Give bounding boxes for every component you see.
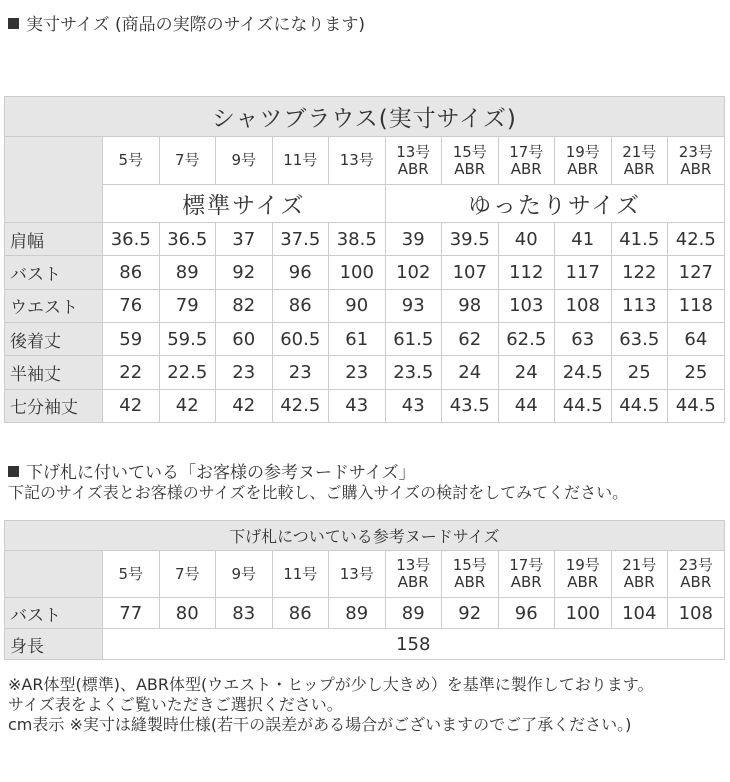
size-header-cell: 17号 ABR (498, 551, 555, 598)
size-header-cell: 15号 ABR (442, 137, 499, 184)
actual-size-heading-text: 実寸サイズ (商品の実際のサイズになります) (26, 15, 365, 35)
value-cell: 44.5 (668, 389, 725, 422)
value-cell: 117 (555, 256, 612, 289)
nude-size-table-caption: 下げ札についている参考ヌードサイズ (5, 521, 725, 551)
value-cell: 42 (159, 389, 216, 422)
value-cell: 25 (611, 356, 668, 389)
header-corner-cell (5, 137, 103, 223)
size-header-cell: 19号 ABR (555, 137, 612, 184)
size-header-cell: 9号 (216, 551, 273, 598)
value-cell: 64 (668, 323, 725, 356)
value-cell: 43 (385, 389, 442, 422)
value-cell: 96 (498, 598, 555, 629)
value-cell: 24.5 (555, 356, 612, 389)
value-cell: 23 (216, 356, 273, 389)
standard-size-group: 標準サイズ (103, 184, 386, 222)
value-cell: 79 (159, 289, 216, 322)
value-cell: 89 (159, 256, 216, 289)
value-cell: 98 (442, 289, 499, 322)
actual-size-heading (8, 15, 365, 35)
size-header-cell: 23号 ABR (668, 551, 725, 598)
value-cell: 42.5 (272, 389, 329, 422)
size-group-row (5, 184, 725, 222)
table-row (5, 323, 725, 356)
table-row (5, 598, 725, 629)
table-row (5, 223, 725, 256)
value-cell: 100 (329, 256, 386, 289)
square-bullet-icon (8, 466, 19, 477)
value-cell: 62.5 (498, 323, 555, 356)
value-cell: 77 (103, 598, 160, 629)
row-label: バスト (5, 598, 103, 629)
row-label: 身長 (5, 629, 103, 660)
value-cell: 38.5 (329, 223, 386, 256)
size-header-cell: 7号 (159, 137, 216, 184)
value-cell: 43.5 (442, 389, 499, 422)
size-header-cell: 5号 (103, 551, 160, 598)
size-header-cell: 23号 ABR (668, 137, 725, 184)
value-cell: 44.5 (555, 389, 612, 422)
value-cell: 103 (498, 289, 555, 322)
value-cell: 113 (611, 289, 668, 322)
value-cell: 22 (103, 356, 160, 389)
value-cell: 60.5 (272, 323, 329, 356)
value-cell: 61 (329, 323, 386, 356)
value-cell: 42.5 (668, 223, 725, 256)
table-row (5, 356, 725, 389)
value-cell: 22.5 (159, 356, 216, 389)
value-cell: 24 (498, 356, 555, 389)
value-cell: 107 (442, 256, 499, 289)
row-label: 後着丈 (5, 323, 103, 356)
value-cell: 80 (159, 598, 216, 629)
size-header-cell: 21号 ABR (611, 551, 668, 598)
size-header-cell: 13号 (329, 137, 386, 184)
size-header-cell: 11号 (272, 137, 329, 184)
value-cell: 86 (103, 256, 160, 289)
table-caption-row (5, 97, 725, 137)
row-label: 半袖丈 (5, 356, 103, 389)
table-row (5, 389, 725, 422)
value-cell: 100 (555, 598, 612, 629)
value-cell: 44.5 (611, 389, 668, 422)
value-cell: 108 (555, 289, 612, 322)
nude-size-table (4, 520, 725, 660)
header-corner-cell (5, 551, 103, 598)
table-row (5, 629, 725, 660)
value-cell: 39 (385, 223, 442, 256)
value-cell: 96 (272, 256, 329, 289)
value-cell: 83 (216, 598, 273, 629)
value-cell: 63 (555, 323, 612, 356)
table-row (5, 289, 725, 322)
size-header-cell: 13号 (329, 551, 386, 598)
row-label: 七分袖丈 (5, 389, 103, 422)
value-cell: 59.5 (159, 323, 216, 356)
size-header-cell: 11号 (272, 551, 329, 598)
value-cell: 89 (329, 598, 386, 629)
value-cell: 42 (103, 389, 160, 422)
row-label: バスト (5, 256, 103, 289)
size-header-cell: 7号 (159, 551, 216, 598)
table-row (5, 256, 725, 289)
size-header-row (5, 551, 725, 598)
value-cell: 59 (103, 323, 160, 356)
square-bullet-icon (8, 18, 19, 29)
value-cell: 92 (442, 598, 499, 629)
value-cell: 62 (442, 323, 499, 356)
nude-size-description: 下記のサイズ表とお客様のサイズを比較し、ご購入サイズの検討をしてみてください。 (8, 483, 629, 502)
value-cell: 89 (385, 598, 442, 629)
value-cell: 118 (668, 289, 725, 322)
relaxed-size-group: ゆったりサイズ (385, 184, 724, 222)
actual-size-table-caption: シャツブラウス(実寸サイズ) (5, 97, 725, 137)
value-cell: 122 (611, 256, 668, 289)
value-cell: 127 (668, 256, 725, 289)
value-cell: 82 (216, 289, 273, 322)
size-header-cell: 13号 ABR (385, 137, 442, 184)
value-cell: 41 (555, 223, 612, 256)
value-cell: 104 (611, 598, 668, 629)
value-cell: 25 (668, 356, 725, 389)
value-cell: 23.5 (385, 356, 442, 389)
value-cell: 60 (216, 323, 273, 356)
value-cell: 23 (272, 356, 329, 389)
value-cell: 39.5 (442, 223, 499, 256)
note-line: cm表示 ※実寸は縫製時仕様(若干の誤差がある場合がございますのでご了承ください。) (8, 715, 632, 734)
value-cell: 102 (385, 256, 442, 289)
row-label: ウエスト (5, 289, 103, 322)
size-header-cell: 13号 ABR (385, 551, 442, 598)
size-header-cell: 17号 ABR (498, 137, 555, 184)
note-line: サイズ表をよくご覧いただきご選択ください。 (8, 695, 343, 714)
value-cell: 61.5 (385, 323, 442, 356)
nude-size-heading-text: 下げ札に付いている「お客様の参考ヌードサイズ」 (26, 463, 416, 483)
value-cell: 36.5 (103, 223, 160, 256)
value-cell: 40 (498, 223, 555, 256)
actual-size-table (4, 96, 725, 423)
value-cell: 36.5 (159, 223, 216, 256)
value-cell: 108 (668, 598, 725, 629)
value-cell: 42 (216, 389, 273, 422)
value-cell: 92 (216, 256, 273, 289)
nude-size-heading (8, 463, 416, 483)
size-header-cell: 5号 (103, 137, 160, 184)
value-cell: 37 (216, 223, 273, 256)
value-cell: 112 (498, 256, 555, 289)
value-cell: 23 (329, 356, 386, 389)
value-cell: 43 (329, 389, 386, 422)
value-cell: 86 (272, 289, 329, 322)
size-header-cell: 21号 ABR (611, 137, 668, 184)
row-label: 肩幅 (5, 223, 103, 256)
size-header-row (5, 137, 725, 184)
value-cell: 86 (272, 598, 329, 629)
size-header-cell: 19号 ABR (555, 551, 612, 598)
value-cell: 44 (498, 389, 555, 422)
value-cell: 93 (385, 289, 442, 322)
value-cell: 90 (329, 289, 386, 322)
height-value-cell: 158 (103, 629, 725, 660)
table-caption-row (5, 521, 725, 551)
note-line: ※AR体型(標準)、ABR体型(ウエスト・ヒップが少し大きめ）を基準に製作しております。 (8, 675, 654, 694)
size-header-cell: 15号 ABR (442, 551, 499, 598)
value-cell: 76 (103, 289, 160, 322)
size-header-cell: 9号 (216, 137, 273, 184)
value-cell: 63.5 (611, 323, 668, 356)
value-cell: 24 (442, 356, 499, 389)
value-cell: 41.5 (611, 223, 668, 256)
value-cell: 37.5 (272, 223, 329, 256)
